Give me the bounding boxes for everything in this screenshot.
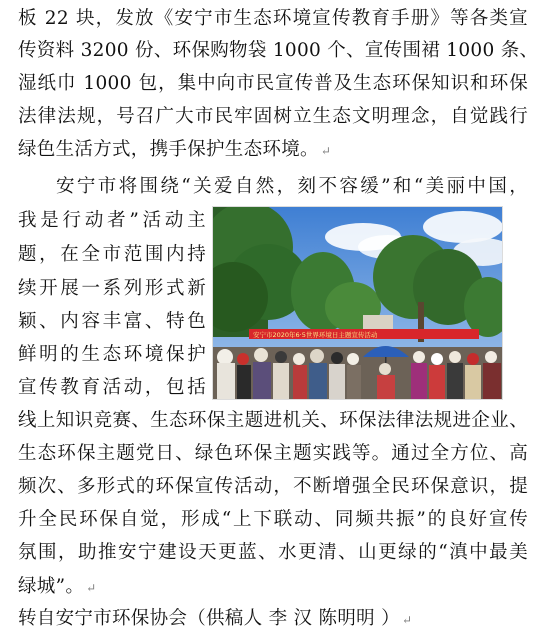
- text-line: 线上知识竞赛、生态环保主题进机关、环保法律法规进企业、: [18, 410, 528, 431]
- text-line: 题，在全市范围内持: [18, 244, 206, 265]
- text-line: 生态环保主题党日、绿色环保主题实践等。通过全方位、高: [18, 443, 528, 464]
- text-line: 板 22 块，发放《安宁市生态环境宣传教育手册》等各类宣: [18, 8, 528, 29]
- paragraph-mark: ↵: [86, 581, 97, 595]
- text-line: 鲜明的生态环境保护: [18, 344, 206, 365]
- text-line: 宣传教育活动，包括: [18, 377, 206, 398]
- text-line: 续开展一系列形式新: [18, 278, 206, 299]
- paragraph-mark: ↵: [401, 613, 412, 627]
- text-line: 绿色生活方式，携手保护生态环境。 ↵: [18, 139, 331, 160]
- text-line: 湿纸巾 1000 包，集中向市民宣传普及生态环保知识和环保: [18, 73, 528, 94]
- text-line: 绿城”。 ↵: [18, 576, 97, 597]
- text-line: 升全民环保自觉，形成“上下联动、同频共振”的良好宣传: [18, 509, 528, 530]
- text-line: 颖、内容丰富、特色: [18, 311, 206, 332]
- text-line: 氛围，助推安宁建设天更蓝、水更清、山更绿的“滇中最美: [18, 542, 528, 563]
- text-line: 我是行动者”活动主: [18, 210, 206, 231]
- text-line: 安宁市将围绕“关爱自然，刻不容缓”和“美丽中国，: [56, 176, 528, 197]
- banner-text: 安宁市2020年6·5世界环境日主题宣传活动: [253, 331, 378, 339]
- text-line: 传资料 3200 份、环保购物袋 1000 个、宣传围裙 1000 条、: [18, 40, 539, 61]
- text-line: 频次、多形式的环保宣传活动，不断增强全民环保意识，提: [18, 476, 528, 497]
- credit-line: 转自安宁市环保协会（供稿人 李 汉 陈明明 ） ↵: [18, 608, 412, 629]
- paragraph-mark: ↵: [320, 144, 331, 158]
- text-line: 法律法规，号召广大市民牢固树立生态文明理念，自觉践行: [18, 106, 528, 127]
- event-photo: [212, 206, 503, 400]
